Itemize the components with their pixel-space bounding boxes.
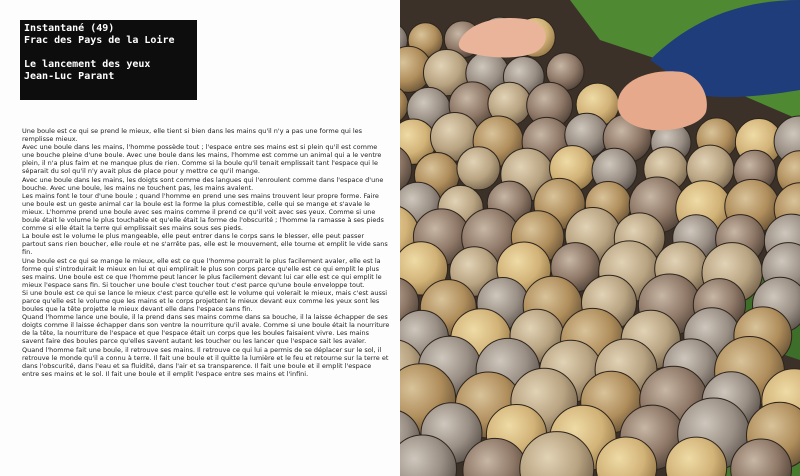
institution-label: Frac des Pays de la Loire [24,35,175,46]
paragraph: Quand l'homme lance une boule, il la prend dans ses mains comme dans sa bouche, il la laisse échapper de ses doigts comme il laisse échapper dans son ventre la nourriture qu'il avale. Comme si une boule était la nourriture de la tête, la nourriture de l'espace et que l'espace était un corps que les boules faisaient vivre. Les mains savent faire des boules parce qu'elles savent autant les toucher ou les lancer que l'espace sait les avaler. [22,313,390,346]
title-gap [24,47,197,59]
paragraph: Si une boule est ce qui se lance le mieux c'est parce qu'elle est le volume qui volerait le mieux, mais c'est aussi parce qu'elle est le volume que les mains et le corps projettent le mieux devant eux comme les yeux sont les boules que la tête projette le mieux devant elle dans l'espace sans fin. [22,288,388,314]
paragraph: Avec une boule dans les mains, l'homme possède tout ; l'espace entre ses mains est si plein qu'il est comme une bouche pleine d'une boule. Avec une boule dans les mains, l'homme est comme un animal qui a le ventre plein, il n'a plus faim et ne manque plus de rien. Comme si la boule qu'il tenait emplissait tant l'espace qui le séparait du sol qu'il n'y avait plus de place pour y mettre ce qu'il mange. [22,143,382,176]
work-title: Le lancement des yeux [24,59,151,70]
paragraph: Les mains font le tour d'une boule ; quand l'homme en prend une ses mains trouvent leur propre forme. Faire une boule est un geste animal car la boule est la forme la plus comestible, celle qui se mange et s'avale le mieux. L'homme prend une boule avec ses mains comme il prend ce qu'il voit avec ses yeux. Comme si une boule était le volume le plus touchable et qu'elle était la forme de l'obscurité ; l'homme la ramasse à ses pieds comme si elle était la terre qui emplissait ses mains sous ses pieds. [22,191,384,233]
paragraph: Une boule est ce qui se mange le mieux, elle est ce que l'homme pourrait le plus facilement avaler, elle est la forme qui s'introduirait le mieux en lui et qui emplirait le plus son corps parce qu'elle est ce qui emplit le plus ses mains. Une boule est ce que l'homme peut lancer le plus facilement devant lui car elle est ce qui emplit le mieux l'espace sans fin. Si toucher une boule c'est toucher tout c'est parce qu'une boule enveloppe tout. [22,256,382,289]
earth-ball [457,147,500,190]
series-label: Instantané (49) [24,23,115,34]
body-text [22,127,390,378]
paragraph: Une boule est ce qui se prend le mieux, elle tient si bien dans les mains qu'il n'y a pas une forme qui les remplisse mieux. [22,127,363,144]
photo-illustration [400,0,800,476]
photo-earth-balls [400,0,800,476]
paragraph: La boule est le volume le plus mangeable, elle peut entrer dans le corps sans le blesser, elle peut passer partout sans rien boucher, elle roule et ne s'arrête pas, elle est le mouvement, elle tourne et emplit le vide sans fin. [22,232,388,257]
artist-name: Jean-Luc Parant [24,71,115,82]
title-block [20,20,197,100]
paragraph: Avec une boule dans les mains, les doigts sont comme des langues qui l'enroulent comme dans l'espace d'une bouche. Avec une boule, les mains ne touchent pas, les mains avalent. [22,175,384,192]
paragraph: Quand l'homme fait une boule, il retrouve ses mains. Il retrouve ce qui lui a permis de se déplacer sur le sol, il retrouve le monde qu'il a connu à terre. Il fait une boule et il quitte la lumière et le feu et retourne sur la terre et dans l'obscurité, dans l'eau et sa fluidité, dans l'air et sa transparence. Il fait une boule et il emplit l'espace entre ses mains et le sol. Il fait une boule et il emplit l'espace entre ses mains et l'infini. [22,345,389,378]
